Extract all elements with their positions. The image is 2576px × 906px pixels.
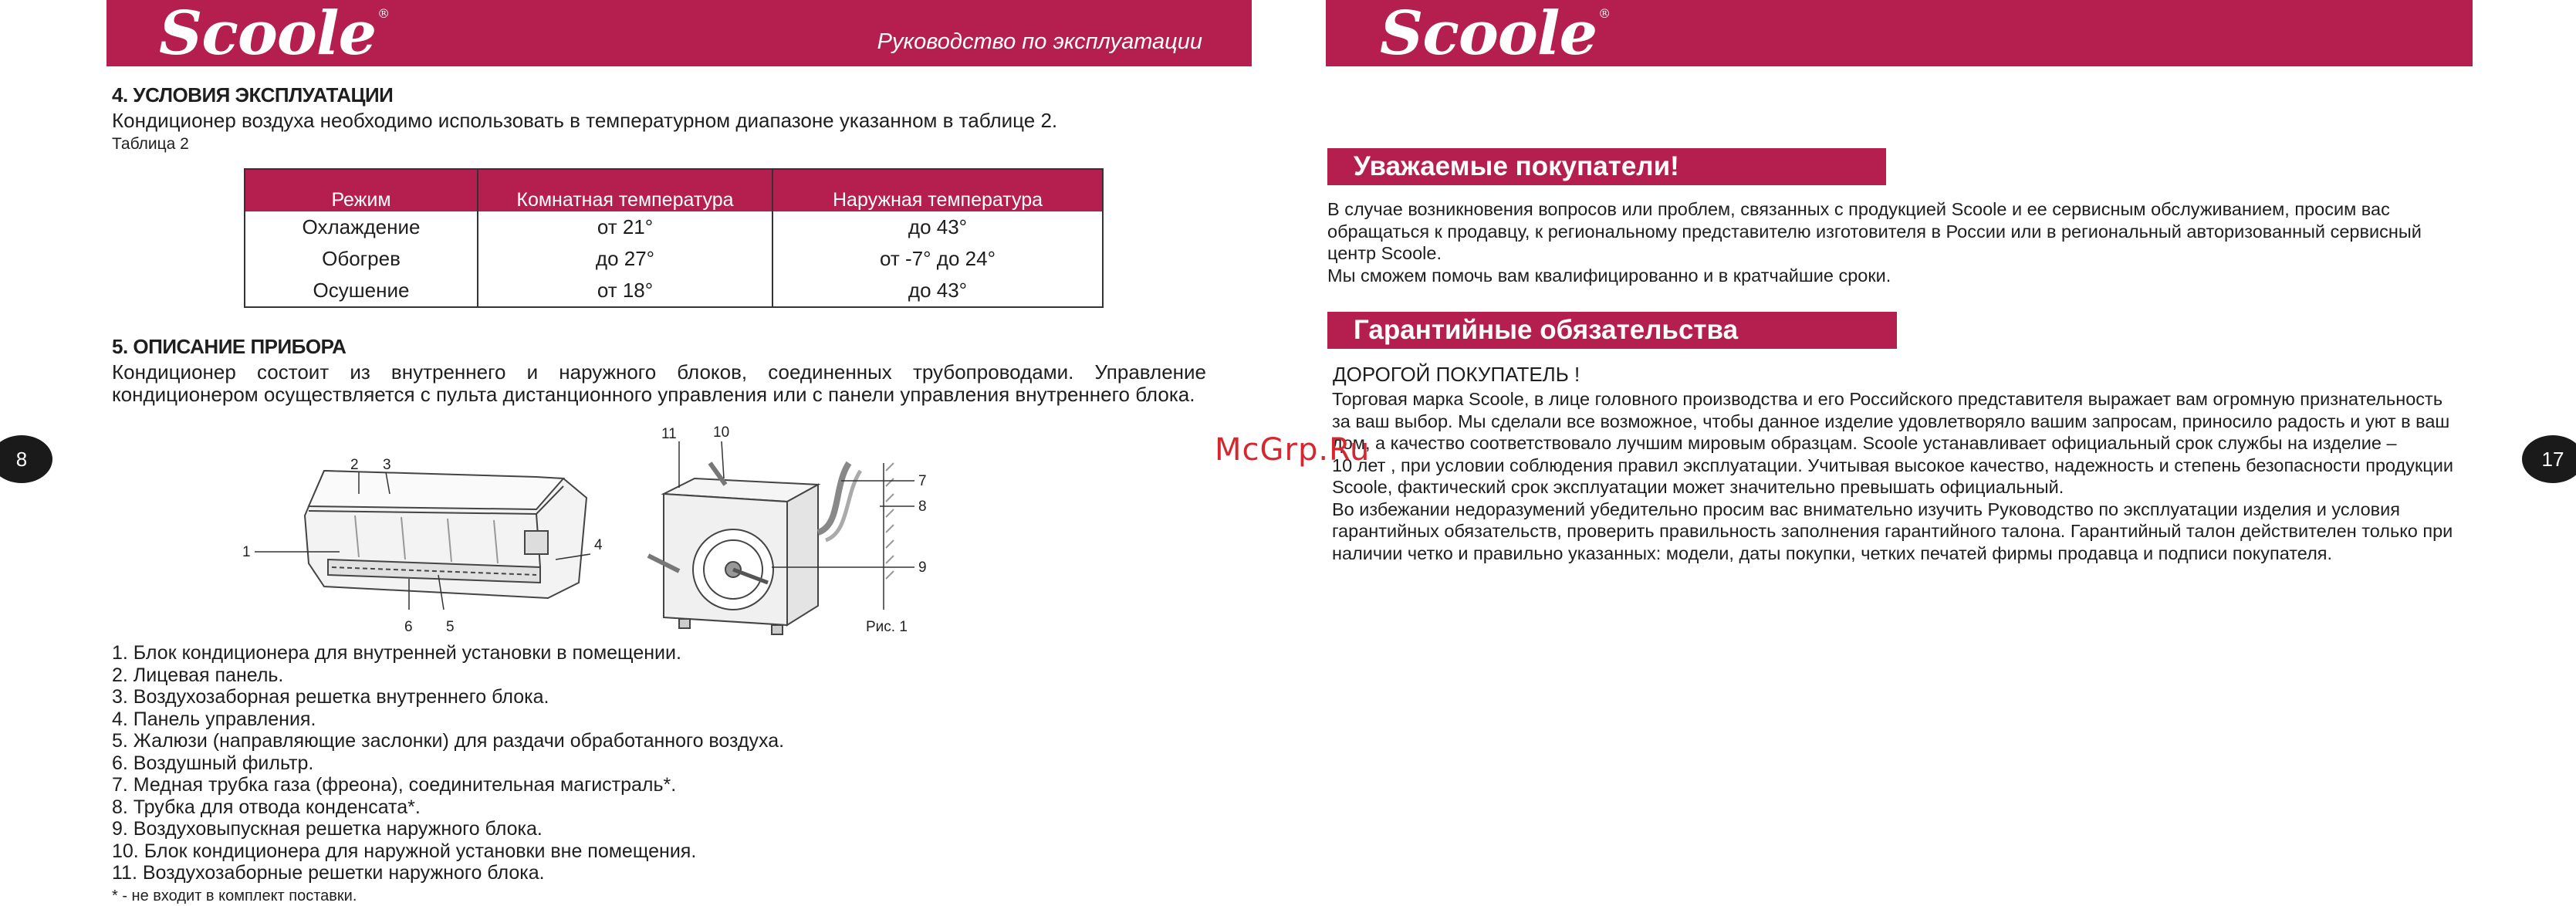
page-number-right: 17 (2522, 435, 2576, 483)
text-line: Мы сможем помочь вам квалифицированно и в кратчайшие сроки. (1327, 265, 1891, 286)
figure-label: 7 (918, 473, 927, 489)
table-cell: от -7° до 24° (772, 243, 1103, 275)
text-line: В случае возникновения вопросов или проблем, связанных с продукцией Scoole и ее сервисным обслуживанием, просим вас (1327, 199, 2390, 219)
brand-logo: Scoole ® (159, 0, 390, 69)
table-row (245, 275, 1103, 307)
device-diagram (232, 417, 941, 648)
table-cell: Обогрев (322, 247, 401, 270)
table-row (245, 243, 1103, 275)
right-header-bar (1326, 0, 2473, 69)
text-line: Во избежании недоразумений убедительно просим вас внимательно изучить Руководство по эксплуатации изделия и условия (1332, 499, 2400, 519)
header-subtitle: Руководство по эксплуатации (877, 29, 1202, 54)
brand-logo: Scoole ® (1380, 0, 1611, 69)
banner-dear-customers: Уважаемые покупатели! (1327, 148, 1886, 185)
table-cell: от 21° (478, 211, 772, 243)
outdoor-unit-drawing (648, 463, 894, 634)
temperature-table (244, 168, 1104, 308)
parts-list (112, 642, 884, 884)
list-item: 4. Панель управления. (112, 708, 316, 730)
banner-warranty: Гарантийные обязательства (1327, 312, 1897, 349)
text-line: за ваш выбор. Мы сделали все возможное, чтобы данное изделие удовлетворяло вашим запросам, приносило радость и уют в ваш (1332, 411, 2450, 431)
table-header: Наружная температура (772, 169, 1103, 211)
indoor-unit-drawing (305, 471, 587, 598)
figure-label: 4 (594, 537, 603, 553)
list-item: 1. Блок кондиционера для внутренней установки в помещении. (112, 642, 681, 664)
table-header: Режим (245, 169, 478, 211)
greeting: ДОРОГОЙ ПОКУПАТЕЛЬ ! (1333, 363, 1580, 386)
intro-paragraph (1327, 198, 2422, 286)
table-header-row (245, 169, 1103, 211)
list-item: 3. Воздухозаборная решетка внутреннего блока. (112, 686, 549, 708)
list-item: 11. Воздухозаборные решетки наружного блока. (112, 862, 545, 884)
left-header-bar (106, 0, 1252, 69)
table-header: Комнатная температура (478, 169, 772, 211)
warranty-paragraph (1332, 388, 2453, 564)
section4-text: Кондиционер воздуха необходимо использовать в температурном диапазоне указанном в таблице 2. (112, 109, 1058, 132)
figure-label: 5 (446, 619, 455, 635)
figure-label: 2 (350, 457, 359, 473)
list-item: 10. Блок кондиционера для наружной установки вне помещения. (112, 840, 697, 862)
text-line: 10 лет , при условии соблюдения правил эксплуатации. Учитывая высокое качество, надежность и степень безопасности продукции (1332, 455, 2454, 475)
figure-caption: Рис. 1 (866, 619, 908, 635)
section4-heading: 4. УСЛОВИЯ ЭКСПЛУАТАЦИИ (112, 83, 394, 106)
list-item: 9. Воздуховыпускная решетка наружного блока. (112, 818, 543, 840)
watermark-link[interactable]: McGrp.Ru (1215, 432, 1371, 468)
list-item: 6. Воздушный фильтр. (112, 752, 314, 774)
figure-label: 8 (918, 499, 927, 515)
table-caption: Таблица 2 (112, 135, 189, 153)
table-cell: до 43° (772, 211, 1103, 243)
table-cell: Осушение (313, 279, 410, 302)
list-item: 2. Лицевая панель. (112, 664, 284, 686)
table-cell: Охлаждение (302, 215, 421, 238)
section5-heading: 5. ОПИСАНИЕ ПРИБОРА (112, 335, 347, 358)
table-cell: от 18° (478, 275, 772, 307)
table-cell: до 43° (772, 275, 1103, 307)
text-line: Торговая марка Scoole, в лице головного производства и его Российского представителя выражает вам огромную признательность (1332, 389, 2443, 409)
section5-text: Кондиционер состоит из внутреннего и наружного блоков, соединенных трубопроводами. Управление кондиционером осуществляется с пульта дистанционного управления или с панели управления внутреннего блока. (112, 360, 1206, 406)
text-line: Scoole, фактический срок эксплуатации может значительно превышать официальный. (1332, 477, 2064, 497)
table-row (245, 211, 1103, 243)
figure-label: 9 (918, 559, 927, 576)
list-item: 8. Трубка для отвода конденсата*. (112, 796, 421, 818)
text-line: обращаться к продавцу, к региональному представителю изготовителя в России или в региональный авторизованный сервисный (1327, 221, 2422, 242)
text-line: гарантийных обязательств, проверить правильность заполнения гарантийного талона. Гарантийный талон действителен только при (1332, 521, 2453, 541)
text-line: дом, а качество соответствовало лучшим мировым образцам. Scoole устанавливает официальный срок службы на изделие – (1332, 433, 2397, 453)
text-line: наличии четко и правильно указанных: модели, даты покупки, четких печатей фирмы продавца и подписи покупателя. (1332, 543, 2333, 563)
footnote: * - не входит в комплект поставки. (112, 887, 357, 904)
figure-label: 3 (383, 457, 391, 473)
list-item: 5. Жалюзи (направляющие заслонки) для раздачи обработанного воздуха. (112, 730, 785, 752)
table-cell: до 27° (478, 243, 772, 275)
figure-label: 11 (661, 426, 677, 442)
list-item: 7. Медная трубка газа (фреона), соединительная магистраль*. (112, 774, 677, 796)
page-number-left: 8 (0, 435, 52, 483)
figure-label: 6 (404, 619, 413, 635)
text-line: центр Scoole. (1327, 243, 1442, 263)
figure-label: 1 (242, 544, 251, 560)
figure-label: 10 (713, 424, 730, 441)
